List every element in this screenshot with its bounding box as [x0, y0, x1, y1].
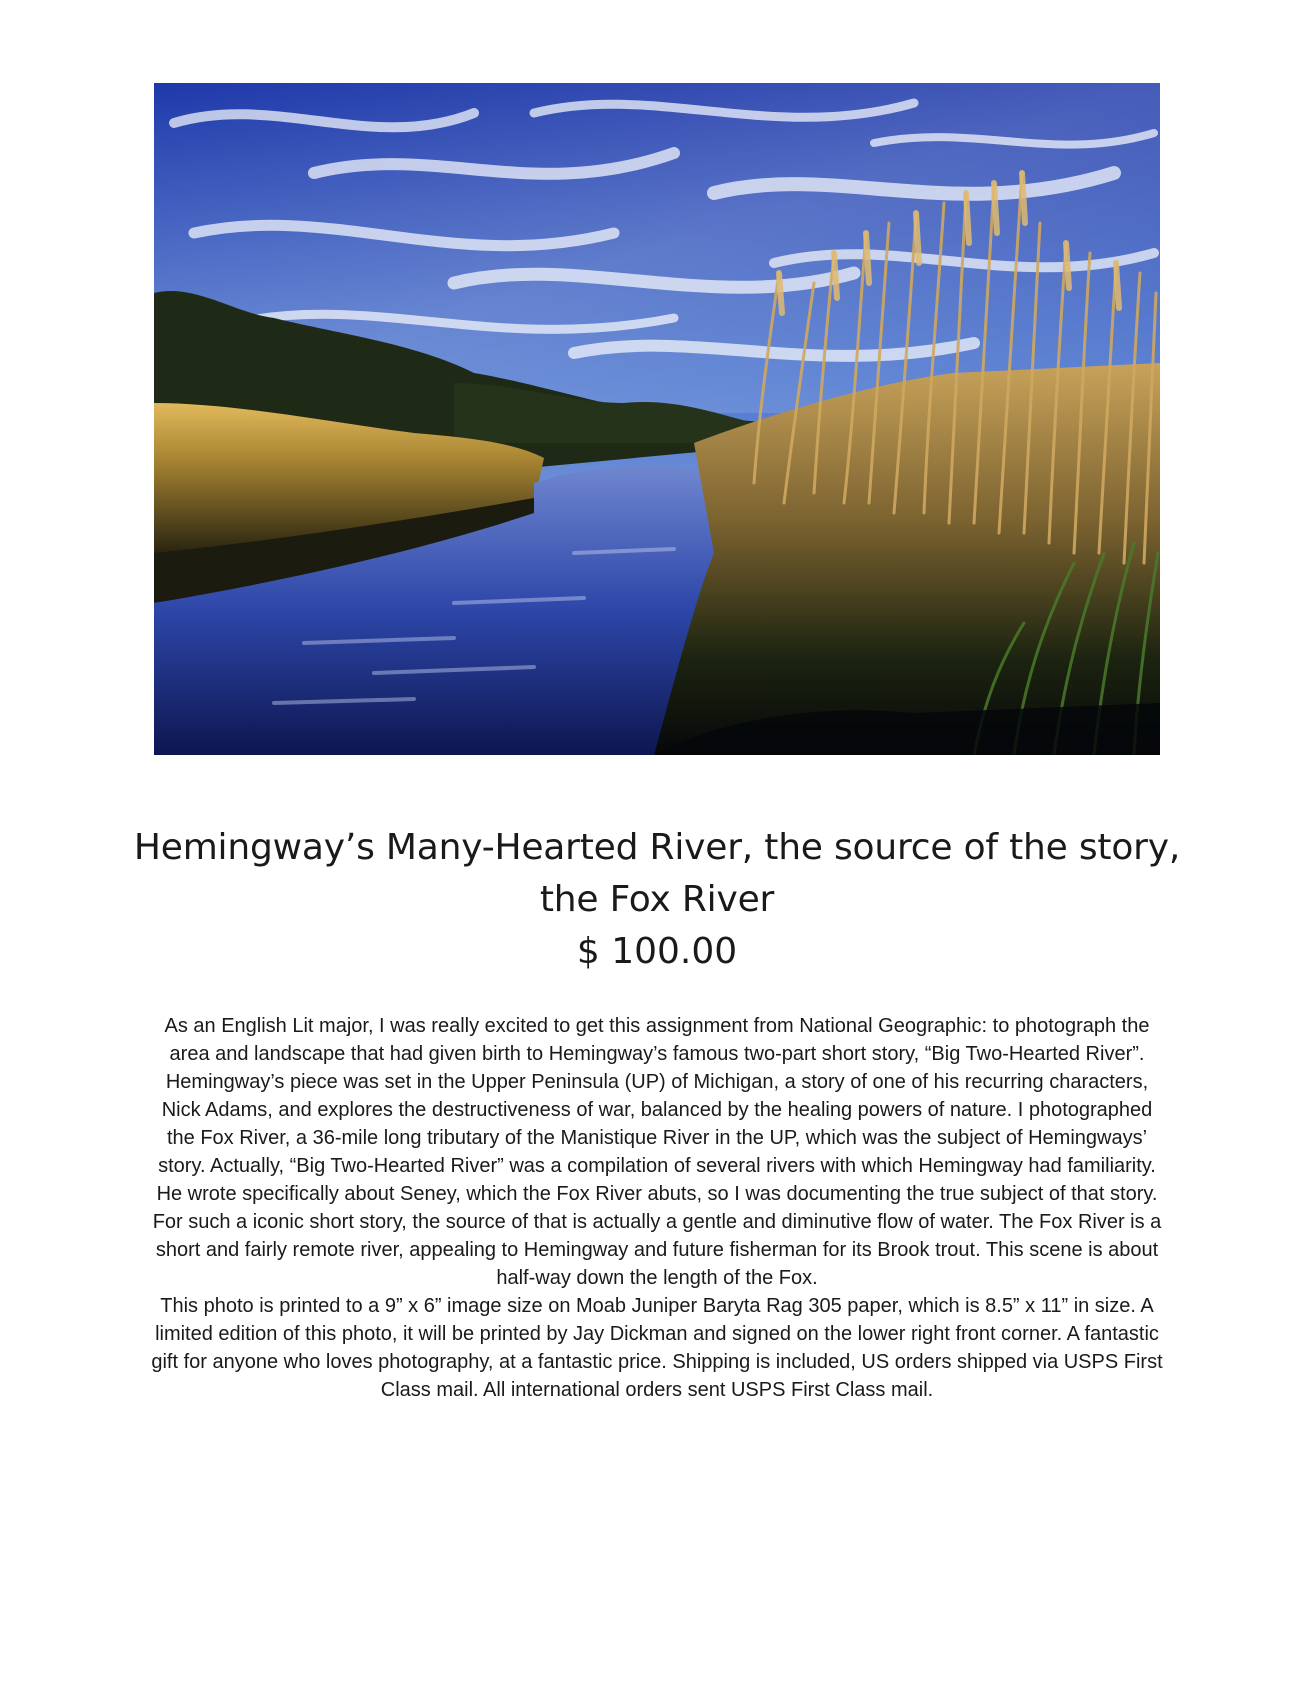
description-paragraph-3: This photo is printed to a 9” x 6” image size on Moab Juniper Baryta Rag 305 paper, which is 8.5” x 11” in size. A limited edition of this photo, it will be printed by Jay Dickman and signed on the lower right front corner. A fantastic gift for anyone who loves photography, at a fantastic price. Shipping is included, US orders shipped via USPS First Class mail. All international orders sent USPS First Class mail.: [151, 1295, 1163, 1401]
product-description: [150, 1012, 1164, 1404]
product-price: $ 100.00: [576, 931, 738, 972]
product-photo: [154, 83, 1160, 755]
product-title: Hemingway’s Many-Hearted River, the source of the story, the Fox River: [133, 827, 1181, 920]
product-header: [130, 822, 1184, 978]
description-paragraph-2: For such a iconic short story, the source of that is actually a gentle and diminutive flow of water. The Fox River is a short and fairly remote river, appealing to Hemingway and future fisherman for its Brook trout. This scene is about half-way down the length of the Fox.: [152, 1211, 1162, 1289]
description-paragraph-1: As an English Lit major, I was really excited to get this assignment from National Geographic: to photograph the area and landscape that had given birth to Hemingway’s famous two-part short story, “Big Two-Hearted River”. Hemingway’s piece was set in the Upper Peninsula (UP) of Michigan, a story of one of his recurring characters, Nick Adams, and explores the destructiveness of war, balanced by the healing powers of nature. I photographed the Fox River, a 36-mile long tributary of the Manistique River in the UP, which was the subject of Hemingways’ story. Actually, “Big Two-Hearted River” was a compilation of several rivers with which Hemingway had familiarity. He wrote specifically about Seney, which the Fox River abuts, so I was documenting the true subject of that story.: [156, 1015, 1158, 1205]
